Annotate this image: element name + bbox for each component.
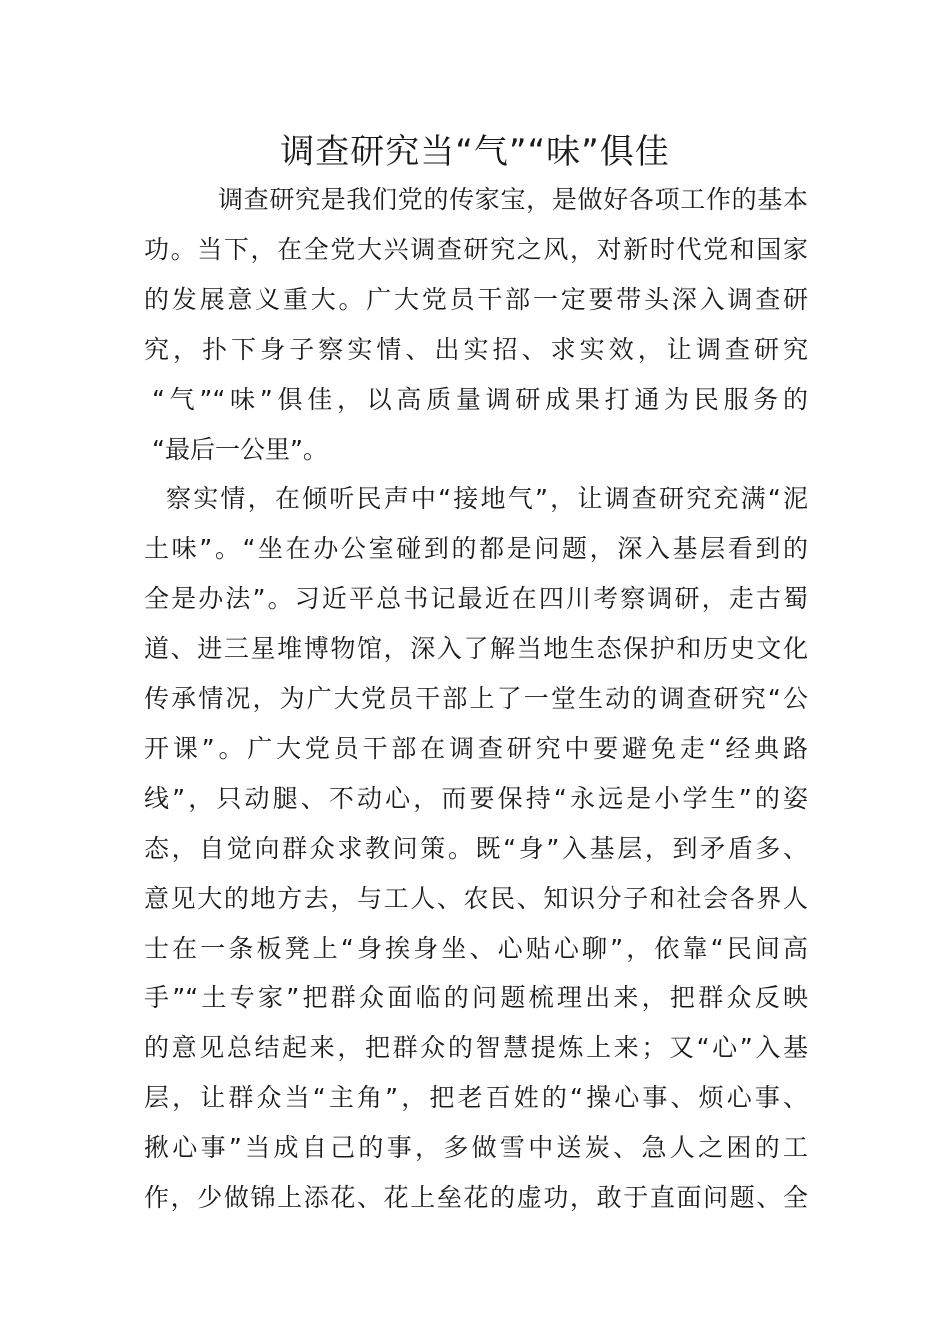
body-text-line: 手”“土专家”把群众面临的问题梳理出来，把群众反映 [144, 983, 808, 1013]
body-text-line: 士在一条板凳上“身挨身坐、心贴心聊”，依靠“民间高 [144, 933, 808, 963]
body-text-line: 土味”。“坐在办公室碰到的都是问题，深入基层看到的 [144, 534, 808, 564]
body-text-line: 的发展意义重大。广大党员干部一定要带头深入调查研 [144, 284, 808, 314]
body-text-line: 道、进三星堆博物馆，深入了解当地生态保护和历史文化 [144, 634, 808, 664]
body-text-line: “最后一公里”。 [152, 434, 328, 464]
document-title: 调查研究当“气”“味”俱佳 [280, 132, 670, 172]
body-text-line: 的意见总结起来，把群众的智慧提炼上来；又“心”入基 [144, 1033, 808, 1063]
body-text-line: “气”“味”俱佳，以高质量调研成果打通为民服务的 [152, 384, 808, 414]
body-text-line: 层，让群众当“主角”，把老百姓的“操心事、烦心事、 [144, 1083, 808, 1113]
body-text-line: 线”，只动腿、不动心，而要保持“永远是小学生”的姿 [144, 783, 808, 813]
body-text-line: 察实情，在倾听民声中“接地气”，让调查研究充满“泥 [166, 484, 808, 514]
body-text-line: 开课”。广大党员干部在调查研究中要避免走“经典路 [144, 733, 808, 763]
body-text-line: 揪心事”当成自己的事，多做雪中送炭、急人之困的工 [144, 1133, 808, 1163]
body-text-line: 传承情况，为广大党员干部上了一堂生动的调查研究“公 [144, 684, 808, 713]
body-text-line: 态，自觉向群众求教问策。既“身”入基层，到矛盾多、 [144, 833, 808, 863]
body-text-line: 意见大的地方去，与工人、农民、知识分子和社会各界人 [144, 883, 808, 913]
body-text-line: 作，少做锦上添花、花上垒花的虚功，敢于直面问题、全 [144, 1183, 808, 1212]
body-text-line: 调查研究是我们党的传家宝，是做好各项工作的基本 [218, 185, 808, 214]
body-text-line: 究，扑下身子察实情、出实招、求实效，让调查研究 [144, 334, 808, 364]
body-text-line: 全是办法”。习近平总书记最近在四川考察调研，走古蜀 [144, 584, 808, 614]
body-text-line: 功。当下，在全党大兴调查研究之风，对新时代党和国家 [144, 234, 808, 264]
